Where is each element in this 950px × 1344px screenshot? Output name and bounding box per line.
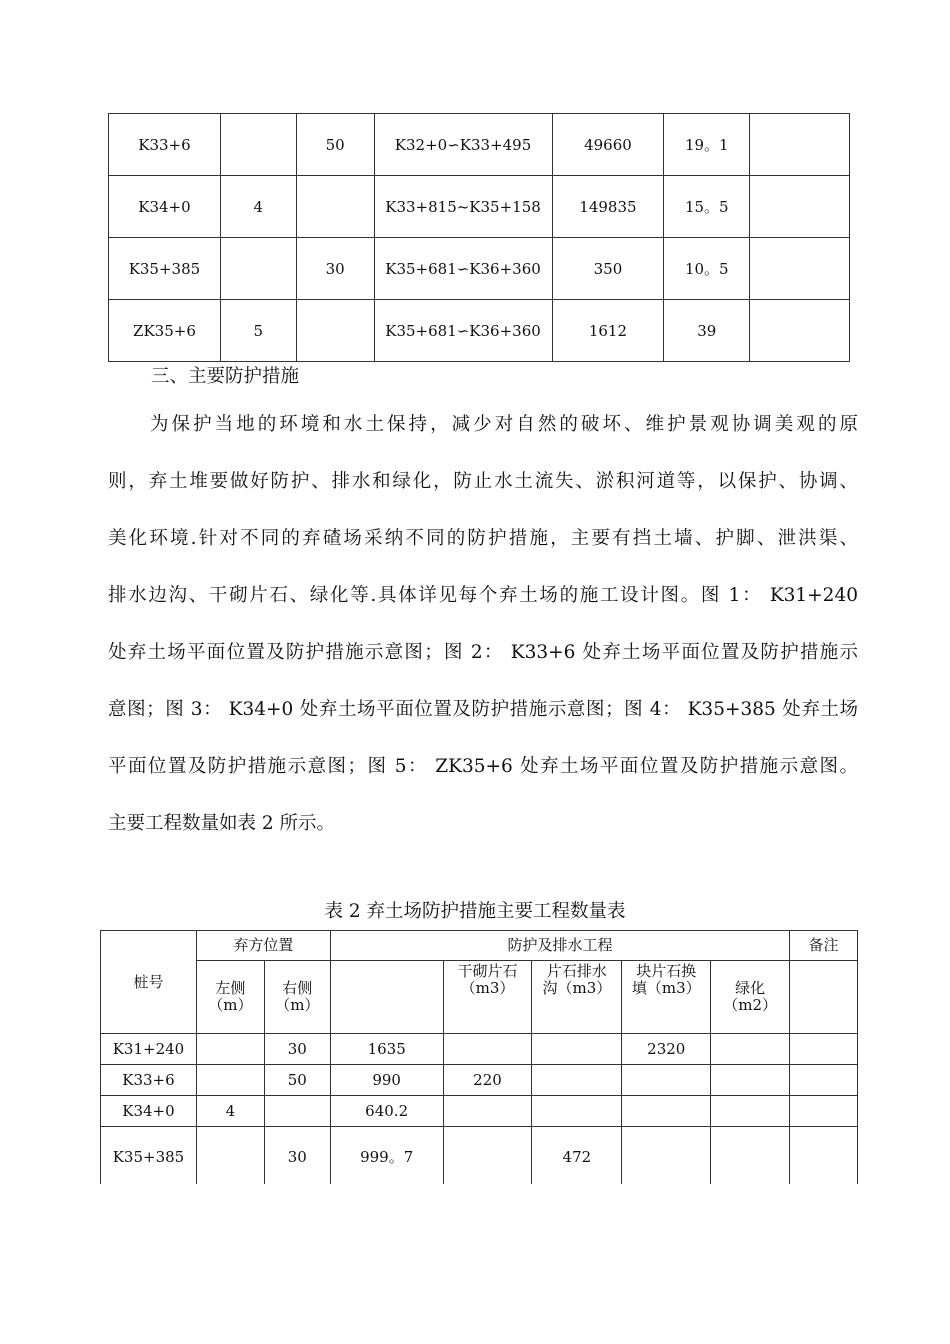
table-cell: 1635: [330, 1034, 443, 1065]
header-right: 右侧 （m）: [264, 961, 330, 1034]
table-cell: K33+6: [109, 114, 221, 176]
table-cell: [711, 1096, 790, 1127]
table-cell: [196, 1034, 264, 1065]
table-cell: 4: [196, 1096, 264, 1127]
header-fill: 块片石换 填（m3）: [622, 961, 711, 1034]
table-cell: 990: [330, 1065, 443, 1096]
table-cell: [220, 238, 296, 300]
table-row: [101, 1096, 858, 1127]
table-cell: 149835: [552, 176, 664, 238]
header-dry-stone: 干砌片石 （m3）: [443, 961, 532, 1034]
table-cell: [790, 1127, 858, 1188]
table-cell: 39: [664, 300, 750, 362]
table-cell: 2320: [622, 1034, 711, 1065]
header-stake: 桩号: [101, 931, 197, 1034]
header-remark: 备注: [790, 931, 858, 961]
table-row: [101, 1065, 858, 1096]
table-cell: K34+0: [101, 1096, 197, 1127]
table-cell: 30: [264, 1127, 330, 1188]
header-blank: [330, 961, 443, 1034]
table-cell: [750, 300, 850, 362]
table-cell: K34+0: [109, 176, 221, 238]
table-cell: [296, 176, 374, 238]
table-row: [101, 1127, 858, 1188]
table-cell: [790, 1065, 858, 1096]
table-cell: 5: [220, 300, 296, 362]
header-remark-blank: [790, 961, 858, 1034]
table-cell: [622, 1065, 711, 1096]
table-cell: [443, 1127, 532, 1188]
table-cell: 50: [264, 1065, 330, 1096]
header-spoil-position: 弃方位置: [196, 931, 330, 961]
table-cell: [750, 114, 850, 176]
paragraph-line: 平面位置及防护措施示意图；图 5： ZK35+6 处弃土场平面位置及防护措施示意图。: [108, 756, 858, 777]
table-row: [109, 238, 850, 300]
table-cell: 19。1: [664, 114, 750, 176]
table-cell: K33+815~K35+158: [374, 176, 552, 238]
table-cell: [750, 176, 850, 238]
table-cell: [790, 1034, 858, 1065]
table-cell: 472: [532, 1127, 622, 1188]
paragraph-line: 则，弃土堆要做好防护、排水和绿化，防止水土流失、淤积河道等，以保护、协调、: [108, 471, 858, 492]
table-cell: [622, 1096, 711, 1127]
table-cell: [220, 114, 296, 176]
table-cell: 1612: [552, 300, 664, 362]
table-cell: K35+385: [109, 238, 221, 300]
paragraph-line: 主要工程数量如表 2 所示。: [108, 813, 336, 834]
table-cell: 49660: [552, 114, 664, 176]
table-cell: [750, 238, 850, 300]
section-heading: 三、主要防护措施: [151, 366, 300, 387]
table-cell: 640.2: [330, 1096, 443, 1127]
table-cell: 50: [296, 114, 374, 176]
header-works: 防护及排水工程: [330, 931, 789, 961]
paragraph-line: 排水边沟、干砌片石、绿化等.具体详见每个弃土场的施工设计图。图 1： K31+240: [108, 585, 858, 606]
table-cell: K33+6: [101, 1065, 197, 1096]
table-cell: 10。5: [664, 238, 750, 300]
paragraph-line: 处弃土场平面位置及防护措施示意图；图 2： K33+6 处弃土场平面位置及防护措施示: [108, 642, 858, 663]
table-row: [109, 176, 850, 238]
table-cell: K32+0∽K33+495: [374, 114, 552, 176]
table-cell: [622, 1127, 711, 1188]
table-cell: K31+240: [101, 1034, 197, 1065]
table-cell: 999。7: [330, 1127, 443, 1188]
table-cell: [532, 1034, 622, 1065]
table-cell: [711, 1034, 790, 1065]
table-row: [101, 1034, 858, 1065]
paragraph-line: 意图；图 3： K34+0 处弃土场平面位置及防护措施示意图；图 4： K35+385 处弃土场: [108, 699, 858, 720]
table-cell: [264, 1096, 330, 1127]
paragraph-line: 为保护当地的环境和水土保持，减少对自然的破坏、维护景观协调美观的原: [150, 414, 858, 435]
table-cell: [196, 1127, 264, 1188]
table-cell: 15。5: [664, 176, 750, 238]
table-cell: [532, 1065, 622, 1096]
table-cell: K35+681∽K36+360: [374, 238, 552, 300]
table-cell: [711, 1127, 790, 1188]
table-cell: 350: [552, 238, 664, 300]
table-cell: 30: [264, 1034, 330, 1065]
spoil-site-table-1: [108, 113, 850, 362]
table-cell: [296, 300, 374, 362]
table-caption: 表 2 弃土场防护措施主要工程数量表: [324, 901, 626, 922]
table-cell: [790, 1096, 858, 1127]
header-left: 左侧 （m）: [196, 961, 264, 1034]
table-cell: [443, 1034, 532, 1065]
table-cell: ZK35+6: [109, 300, 221, 362]
table-cell: 220: [443, 1065, 532, 1096]
table-row: [109, 300, 850, 362]
header-ditch: 片石排水 沟（m3）: [532, 961, 622, 1034]
header-green: 绿化 （m2）: [711, 961, 790, 1034]
table-cell: K35+385: [101, 1127, 197, 1188]
table-row: [109, 114, 850, 176]
table-cell: [711, 1065, 790, 1096]
page-bottom-margin: [0, 1184, 950, 1344]
table-cell: 4: [220, 176, 296, 238]
table-cell: [443, 1096, 532, 1127]
paragraph-line: 美化环境.针对不同的弃碴场采纳不同的防护措施，主要有挡土墙、护脚、泄洪渠、: [108, 528, 858, 549]
table-cell: [196, 1065, 264, 1096]
body-paragraph: [108, 396, 858, 852]
table-cell: 30: [296, 238, 374, 300]
protection-works-table: [100, 930, 858, 1188]
table-cell: [532, 1096, 622, 1127]
table-cell: K35+681∽K36+360: [374, 300, 552, 362]
